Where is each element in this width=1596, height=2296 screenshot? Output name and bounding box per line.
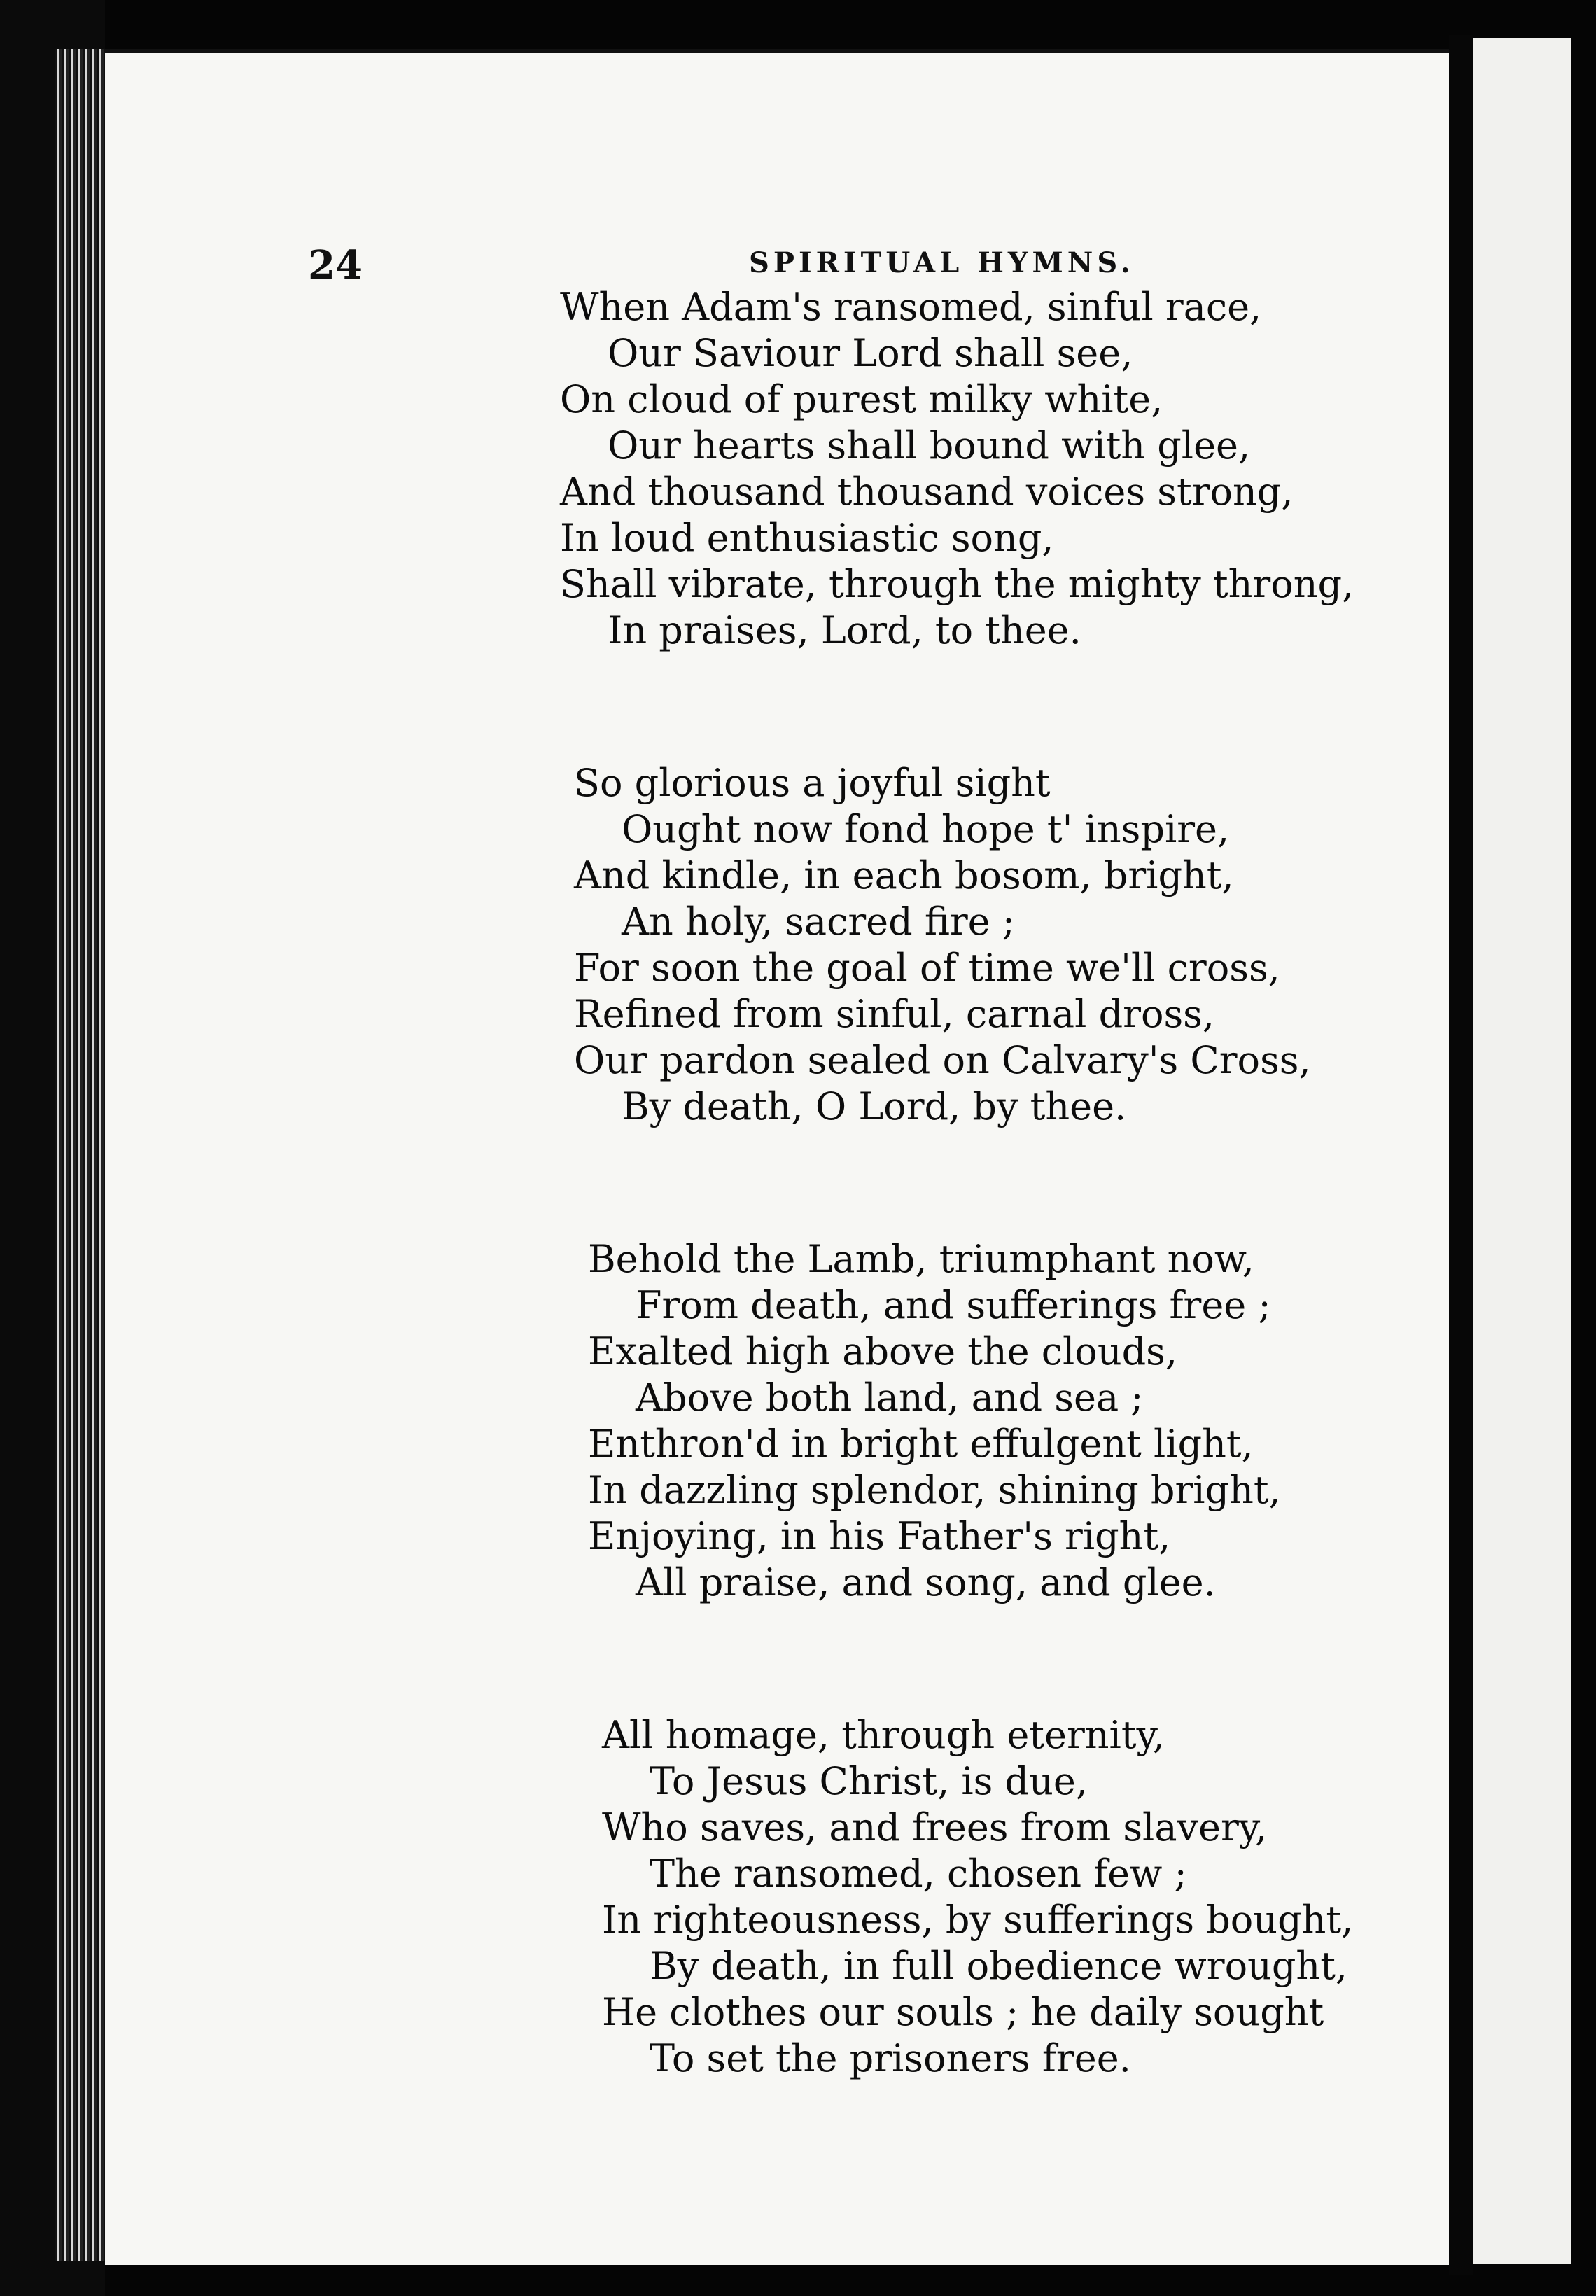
verse-line: Ought now fond hope t' inspire,	[622, 807, 1230, 851]
verse-line: In loud enthusiastic song,	[560, 516, 1054, 560]
book-page	[105, 49, 1449, 2265]
verse-line: On cloud of purest milky white,	[560, 377, 1163, 421]
verse-line: He clothes our souls ; he daily sought	[602, 1990, 1324, 2034]
verse-line: In righteousness, by sufferings bought,	[602, 1898, 1354, 1942]
verse-line: And kindle, in each bosom, bright,	[574, 853, 1234, 897]
verse-line: All praise, and song, and glee.	[636, 1560, 1216, 1604]
verse-line: In praises, Lord, to thee.	[608, 608, 1082, 652]
verse-line: By death, O Lord, by thee.	[622, 1084, 1127, 1128]
verse-line: By death, in full obedience wrought,	[650, 1944, 1348, 1988]
verse-line: Above both land, and sea ;	[636, 1376, 1144, 1420]
stanza-2	[574, 760, 1498, 1130]
verse-line: Shall vibrate, through the mighty throng,	[560, 562, 1354, 606]
verse-line: The ransomed, chosen few ;	[650, 1851, 1187, 1896]
verse-line: When Adam's ransomed, sinful race,	[560, 285, 1262, 329]
verse-line: To Jesus Christ, is due,	[650, 1759, 1088, 1803]
verse-line: Our hearts shall bound with glee,	[608, 424, 1251, 468]
verse-line: And thousand thousand voices strong,	[560, 470, 1294, 514]
verse-line: Our Saviour Lord shall see,	[608, 331, 1133, 375]
page-edges	[55, 49, 111, 2261]
verse-line: Refined from sinful, carnal dross,	[574, 992, 1215, 1036]
stanza-3	[588, 1236, 1512, 1606]
verse-line: For soon the goal of time we'll cross,	[574, 946, 1280, 990]
stanza-4	[602, 1712, 1526, 2082]
stanza-1	[560, 284, 1484, 654]
page-number: 24	[308, 242, 363, 288]
running-head-title: SPIRITUAL HYMNS.	[749, 246, 1135, 279]
verse-line: All homage, through eternity,	[602, 1713, 1166, 1757]
verse-line: To set the prisoners free.	[650, 2036, 1131, 2080]
verse-line: So glorious a joyful sight	[574, 761, 1051, 805]
verse-line: Enthron'd in bright effulgent light,	[588, 1422, 1254, 1466]
verse-line: Enjoying, in his Father's right,	[588, 1514, 1171, 1558]
verse-line: Exalted high above the clouds,	[588, 1329, 1178, 1373]
verse-line: Behold the Lamb, triumphant now,	[588, 1237, 1254, 1281]
verse-line: In dazzling splendor, shining bright,	[588, 1468, 1281, 1512]
verse-line: Who saves, and frees from slavery,	[602, 1805, 1268, 1849]
verse-line: From death, and sufferings free ;	[636, 1283, 1271, 1327]
verse-line: An holy, sacred fire ;	[622, 899, 1015, 944]
verse-line: Our pardon sealed on Calvary's Cross,	[574, 1038, 1311, 1082]
